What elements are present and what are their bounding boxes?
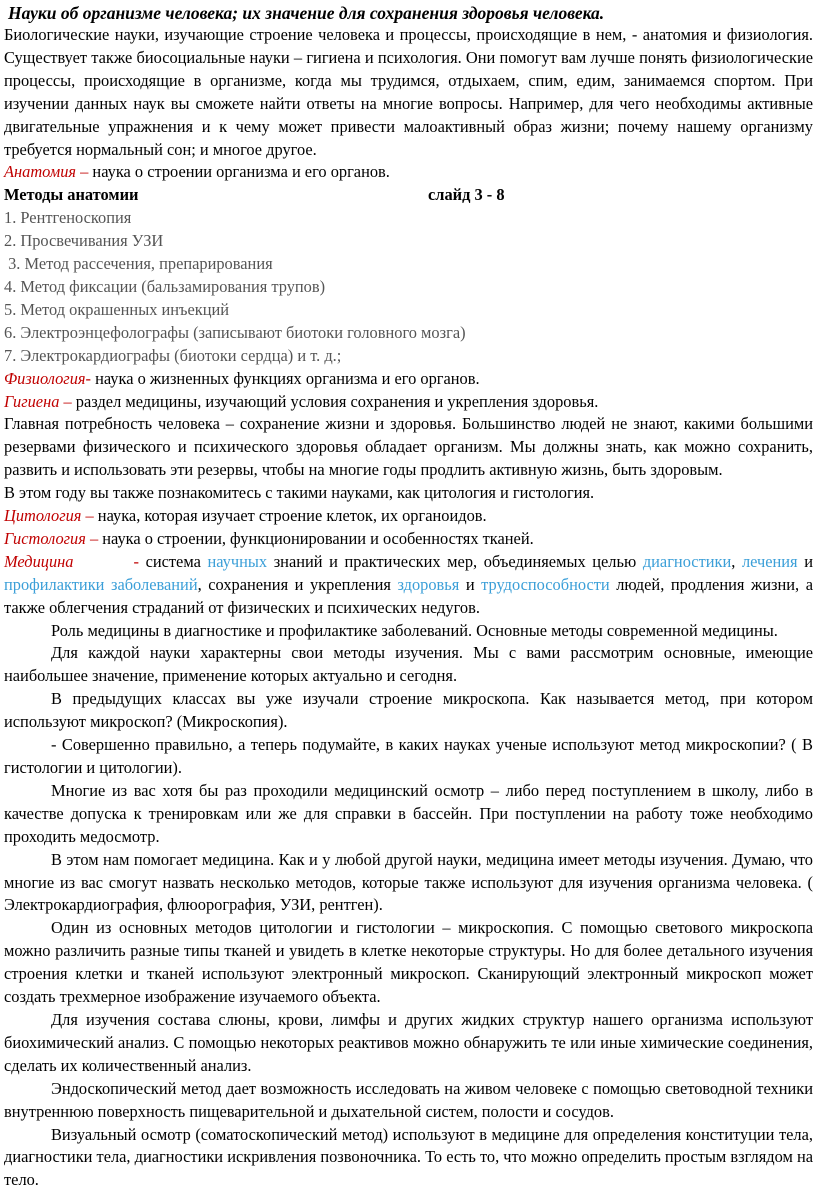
medicine-text: , сохранения и укрепления xyxy=(198,575,398,594)
body-paragraph: Роль медицины в диагностике и профилактике заболеваний. Основные методы современной медицины. xyxy=(4,620,813,643)
document-page xyxy=(4,0,813,1192)
link-work-capacity[interactable]: трудоспособности xyxy=(481,575,610,594)
cytology-text: наука, которая изучает строение клеток, их органоидов. xyxy=(94,506,487,525)
physiology-term: Физиология- xyxy=(4,369,91,388)
physiology-text: наука о жизненных функциях организма и его органов. xyxy=(91,369,480,388)
hygiene-text: раздел медицины, изучающий условия сохранения и укрепления здоровья. xyxy=(72,392,599,411)
body-paragraph: - Совершенно правильно, а теперь подумайте, в каких науках ученые используют метод микроскопии? ( В гистологии и цитологии). xyxy=(4,734,813,780)
body-paragraph: Для каждой науки характерны свои методы изучения. Мы с вами рассмотрим основные, имеющие наибольшее значение, применение которых актуально и сегодня. xyxy=(4,642,813,688)
cytology-term: Цитология – xyxy=(4,506,94,525)
body-paragraph: Один из основных методов цитологии и гистологии – микроскопия. С помощью светового микроскопа можно различить разные типы тканей и увидеть в клетке некоторые структуры. Но для более детального изучения строения клетки и тканей используют электронный микроскоп. Сканирующий электронный микроскоп может создать трехмерное изображение изучаемого объекта. xyxy=(4,917,813,1009)
body-paragraph: В этом нам помогает медицина. Как и у любой другой науки, медицина имеет методы изучения. Думаю, что многие из вас смогут назвать несколько методов, которые также используют для изучения организма человека. ( Электрокардиография, флюорография, УЗИ, рентген). xyxy=(4,849,813,918)
method-item: 4. Метод фиксации (бальзамирования трупов) xyxy=(4,276,813,299)
this-year-paragraph: В этом году вы также познакомитесь с такими науками, как цитология и гистология. xyxy=(4,482,813,505)
link-diagnostics[interactable]: диагностики xyxy=(643,552,731,571)
anatomy-text: наука о строении организма и его органов. xyxy=(88,162,390,181)
hygiene-definition xyxy=(4,391,813,414)
method-item: 3. Метод рассечения, препарирования xyxy=(4,253,813,276)
body-paragraph: Для изучения состава слюны, крови, лимфы и других жидких структур нашего организма используют биохимический анализ. С помощью некоторых реактивов можно обнаружить те или иные химические соединения, сделать их количественный анализ. xyxy=(4,1009,813,1078)
method-item: 5. Метод окрашенных инъекций xyxy=(4,299,813,322)
link-scientific[interactable]: научных xyxy=(207,552,267,571)
methods-heading: Методы анатомии xyxy=(4,184,428,207)
methods-heading-row xyxy=(4,184,813,207)
medicine-text: знаний и практических мер, объединяемых целью xyxy=(267,552,643,571)
method-item: 7. Электрокардиографы (биотоки сердца) и т. д.; xyxy=(4,345,813,368)
cytology-definition xyxy=(4,505,813,528)
medicine-definition xyxy=(4,551,813,620)
body-paragraph: Эндоскопический метод дает возможность исследовать на живом человеке с помощью световодной техники внутреннюю поверхность пищеварительной и дыхательной систем, полости и сосудов. xyxy=(4,1078,813,1124)
method-item: 6. Электроэнцефолографы (записывают биотоки головного мозга) xyxy=(4,322,813,345)
method-item: 1. Рентгеноскопия xyxy=(4,207,813,230)
medicine-text: система xyxy=(146,552,208,571)
slide-reference: слайд 3 - 8 xyxy=(428,184,505,207)
link-disease-prevention[interactable]: профилактики заболеваний xyxy=(4,575,198,594)
histology-definition xyxy=(4,528,813,551)
medicine-term: Медицина xyxy=(4,552,74,571)
medicine-text: людей, продления жизни, а также облегчения страданий от физических и психических недугов. xyxy=(4,575,813,617)
method-item: 2. Просвечивания УЗИ xyxy=(4,230,813,253)
medicine-text: , xyxy=(731,552,742,571)
physiology-definition xyxy=(4,368,813,391)
body-paragraph: В предыдущих классах вы уже изучали строение микроскопа. Как называется метод, при котором используют микроскоп? (Микроскопия). xyxy=(4,688,813,734)
link-treatment[interactable]: лечения xyxy=(742,552,798,571)
intro-paragraph: Биологические науки, изучающие строение человека и процессы, происходящие в нем, - анатомия и физиология. Существует также биосоциальные науки – гигиена и психология. Они помогут вам лучше понять физиологические процессы, происходящие в организме, когда мы трудимся, отдыхаем, спим, едим, занимаемся спортом. При изучении данных наук вы сможете найти ответы на многие вопросы. Например, для чего необходимы активные двигательные упражнения и к чему может привести малоактивный образ жизни; почему нашему организму требуется нормальный сон; и многое другое. xyxy=(4,24,813,161)
medicine-text: и xyxy=(459,575,481,594)
hygiene-term: Гигиена – xyxy=(4,392,72,411)
anatomy-definition xyxy=(4,161,813,184)
histology-term: Гистология – xyxy=(4,529,98,548)
anatomy-term: Анатомия – xyxy=(4,162,88,181)
histology-text: наука о строении, функционировании и особенностях тканей. xyxy=(98,529,534,548)
medicine-dash: - xyxy=(134,552,146,571)
need-paragraph: Главная потребность человека – сохранение жизни и здоровья. Большинство людей не знают, какими большими резервами физического и психического здоровья обладает организм. Мы должны знать, как можно сохранить, развить и использовать эти резервы, чтобы на многие годы продлить активную жизнь, быть здоровым. xyxy=(4,413,813,482)
body-paragraph: Многие из вас хотя бы раз проходили медицинский осмотр – либо перед поступлением в школу, либо в качестве допуска к тренировкам или же для справки в бассейн. При поступлении на работу тоже необходимо проходить медосмотр. xyxy=(4,780,813,849)
link-health[interactable]: здоровья xyxy=(397,575,459,594)
medicine-text: и xyxy=(798,552,813,571)
page-title: Науки об организме человека; их значение для сохранения здоровья человека. xyxy=(4,3,813,24)
body-paragraph: Визуальный осмотр (соматоскопический метод) используют в медицине для определения конституции тела, диагностики тела, диагностики искривления позвоночника. То есть то, что можно определить простым взглядом на тело. xyxy=(4,1124,813,1192)
